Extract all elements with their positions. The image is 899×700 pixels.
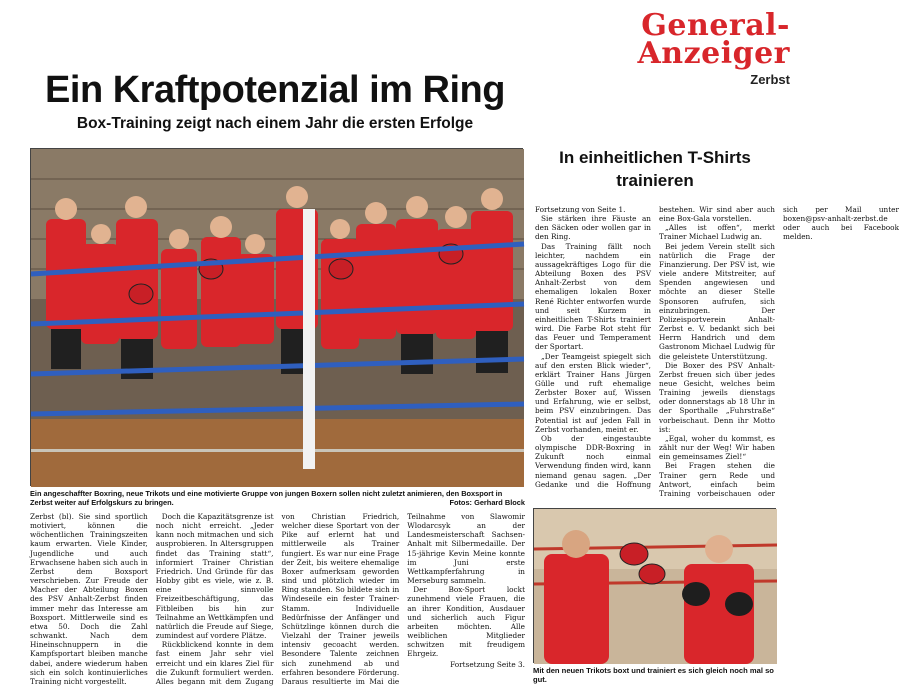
masthead-title-line1: General-	[641, 8, 790, 43]
side-paragraph: „Alles ist offen“, merkt Trainer Michael Ludwig an.	[659, 223, 775, 242]
side-article-text	[535, 205, 899, 505]
main-caption-text: Ein angeschaffter Boxring, neue Trikots und eine motivierte Gruppe von jungen Boxern sollen nicht zuletzt animieren, den Boxsport in Zerbst weiter auf Erfolgskurs zu bringen.	[30, 489, 503, 507]
side-paragraph: „Egal, woher du kommst, es zählt nur der Weg! Wir haben ein gemeinsames Ziel!“	[659, 433, 775, 462]
group-photo-illustration	[31, 149, 524, 487]
main-photo-caption	[30, 489, 525, 507]
side-paragraph: Das Training fällt noch leichter, nachdem ein aussagekräftiges Logo für die Abteilung Boxen des PSV Anhalt-Zerbst von dem ehemaligen lokalen Boxer René Richter entworfen wurde und seit Kurzem in einheitlichen T-Shirts trainiert wird. Die Farbe Rot steht für das Feuer und Temperament der Sportart.	[535, 241, 651, 352]
article-subhead: Box-Training zeigt nach einem Jahr die ersten Erfolge	[76, 115, 474, 132]
side-paragraph: Die Boxer des PSV Anhalt-Zerbst freuen sich über jedes neue Gesicht, welches beim Training jeweils dienstags oder donnerstags ab 18 Uhr in der Sporthalle „Fuhrstraße“ vorbeischaut. Denn ihr Motto ist:	[659, 360, 775, 434]
side-paragraph: Bei jedem Verein stellt sich natürlich die Frage der Finanzierung. Der PSV ist, wie viele andere Mitstreiter, auf Spenden angewiesen und möchte an dieser Stelle Sponsoren aufrufen, sich einzubringen. Der Polizeisportverein Anhalt-Zerbst e. V. bedankt sich bei Herrn Handrich und dem Gastronom Michael Ludwig für die geleistete Unterstützung.	[659, 241, 775, 361]
article-headline: Ein Kraftpotenzial im Ring	[45, 69, 505, 111]
masthead-city: Zerbst	[750, 72, 790, 87]
masthead	[520, 8, 790, 87]
training-photo-illustration	[534, 509, 777, 664]
side-paragraph: Fortsetzung von Seite 1.	[535, 205, 626, 214]
body-paragraph: Doch die Kapazitätsgrenze ist noch nicht erreicht. „Jeder kann noch mitmachen und sich ausprobieren. In Altersgruppen findet das Training statt“, informiert Trainer Christian Friedrich. Und Gründe für das Hobby gibt es viele, wie z. B. eine sinnvolle Freizeitbeschäftigung, das Fitbleiben bis hin zur Teilnahme an Wettkämpfen und natürlich die Freude auf Siege, zumindest auf vordere Plätze.	[155, 512, 274, 641]
side-article-heading: In einheitlichen T-Shirts trainieren	[559, 148, 751, 190]
side-paragraph: Ob der eingestaubte olympische DDR-Boxring in Zukunft noch einmal Verwendung finden wird, kann niemand genau sagen. „Der Gedanke und die Hoffnung bestehen. Wir sind aber auch eine Box-Gala vorstellen.	[535, 205, 775, 489]
photo-credit: Fotos: Gerhard Block	[449, 498, 525, 507]
masthead-title-line2: Anzeiger	[637, 36, 790, 71]
training-photo	[533, 508, 776, 663]
group-photo	[30, 148, 523, 486]
side-paragraph: Bei Fragen stehen die Trainer gern Rede und Antwort, einfach beim Training vorbeischauen oder sich per Mail unter boxen@psv-anhalt-zerbst.de oder auch bei Facebook melden.	[659, 205, 899, 498]
body-paragraph: Zerbst (bl). Sie sind sportlich motiviert, können die wöchentlichen Trainingszeiten kaum erwarten. Viele Kinder, Jugendliche und auch Erwachsene haben sich auch in Zerbst dem Boxsport verschrieben. Zur Freude der Macher der Abteilung Boxen des PSV Anhalt-Zerbst finden immer mehr das Interesse am Boxsport. Mittlerweile sind es etwa 50. Doch die Zahl schwankt. Nach dem Hineinschnuppern in die Kampfsportart bleiben manche dabei, andere wiederum haben sich ein solch kontinuierliches Training nicht vorgestellt.	[30, 512, 148, 686]
article-body	[30, 512, 525, 700]
side-paragraph: „Der Teamgeist spiegelt sich auf den ersten Blick wieder“, erklärt Trainer Hans Jürgen Gülle und ruft ehemalige Zerbster Boxer auf, Wissen und Erfahrung, wie er selbst, beim PSV einzubringen. Das Potential ist auf jeden Fall in Zerbst vorhanden, meint er.	[535, 351, 651, 434]
side-paragraph: Sie stärken ihre Fäuste an den Säcken oder wollen gar in den Ring.	[535, 214, 651, 242]
body-paragraph: Der Box-Sport lockt zunehmend viele Frauen, die an ihrer Kondition, Ausdauer und sicherlich auch Figur arbeiten möchten. Alle weiblichen Mitglieder schwitzen mit freudigem Ehrgeiz.	[407, 585, 525, 659]
training-photo-caption: Mit den neuen Trikots boxt und trainiert es sich gleich noch mal so gut.	[533, 666, 774, 685]
body-paragraph: Rückblickend konnte in dem fast einem Jahr sehr viel erreicht und ein klares Ziel für die Zukunft formuliert werden. Alles begann mit dem Zugang von Christian Friedrich, welcher diese Sportart von der Pike auf erlernt hat und mittlerweile als Trainer fungiert. Es war nur eine Frage der Zeit, bis weitere ehemalige Boxer aufmerksam geworden sind und plötzlich wieder im Ring standen. So bildete sich in Windeseile ein fester Trainer-Stamm. Individuelle Bedürfnisse der Anfänger und Schützlinge können durch die Vielzahl der Trainer jeweils intensiv gecoacht werden. Besondere Talente zeichnen sich zunehmend ab und erfahren besondere Förderung. Daraus resultierte im Mai die Teilnahme von Slawomir Wlodarcsyk an der Landesmeisterschaft Sachsen-Anhalt mit Silbermedaille. Der 15-jährige Kevin Meine konnte im Juni erste Wettkampferfahrung in Merseburg sammeln.	[155, 512, 525, 686]
continued-note: Fortsetzung Seite 3.	[450, 659, 525, 669]
